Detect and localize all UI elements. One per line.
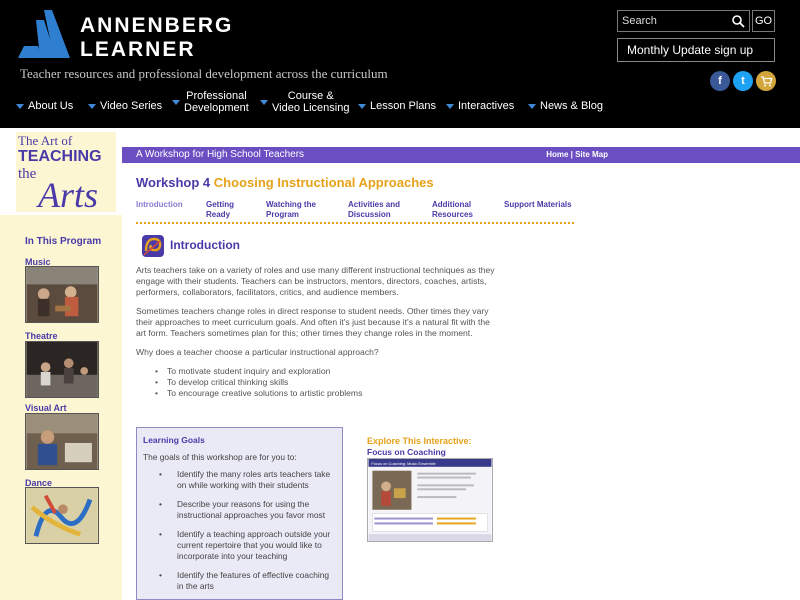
nav-video-series[interactable]	[88, 100, 162, 112]
search-go-button[interactable]: GO	[752, 10, 775, 32]
introduction-heading: Introduction	[170, 238, 240, 252]
chevron-down-icon	[260, 100, 268, 105]
intro-question: Why does a teacher choose a particular instructional approach?	[136, 347, 379, 357]
search-box	[617, 10, 750, 32]
home-sitemap-links[interactable]: Home | Site Map	[546, 150, 608, 159]
list-item: • Identify the features of effective coaching in the arts	[157, 570, 337, 592]
sidebar-item-music[interactable]: Music	[25, 257, 51, 267]
chevron-down-icon	[446, 104, 454, 109]
chevron-down-icon	[16, 104, 24, 109]
intro-paragraph-1: Arts teachers take on a variety of roles and use many different instructional techniques as they engage with their students. Teachers can be instructors, mentors, directors, coaches, artists, performers, collaborators, facilitators, critics, and audience members.	[136, 265, 495, 297]
logo-line1: The Art of	[18, 133, 73, 148]
tab-watching-the-program[interactable]: Watching the Program	[266, 200, 316, 219]
main-nav	[16, 88, 616, 124]
nav-label: Lesson Plans	[370, 100, 437, 112]
dance-thumbnail[interactable]	[25, 487, 99, 544]
program-sidebar	[0, 215, 122, 600]
annenberg-logo-icon[interactable]	[18, 10, 70, 58]
workshop-banner	[122, 147, 800, 163]
nav-news-blog[interactable]	[528, 100, 603, 112]
cart-icon[interactable]	[756, 71, 776, 91]
nav-interactives[interactable]	[446, 100, 514, 112]
tab-introduction[interactable]: Introduction	[136, 200, 183, 209]
nav-course-video-licensing[interactable]	[260, 90, 349, 114]
learning-goals-heading: Learning Goals	[143, 435, 205, 445]
learning-goals-box	[136, 427, 343, 600]
visual-art-thumbnail[interactable]	[25, 413, 99, 470]
facebook-icon[interactable]: f	[710, 71, 730, 91]
chevron-down-icon	[358, 104, 366, 109]
list-item: • To develop critical thinking skills	[155, 377, 495, 388]
swirl-icon	[140, 233, 166, 259]
sidebar-heading: In This Program	[25, 236, 102, 247]
nav-label: Course & Video Licensing	[272, 90, 350, 114]
banner-subtitle: A Workshop for High School Teachers	[136, 149, 305, 160]
chevron-down-icon	[528, 104, 536, 109]
focus-on-coaching-thumbnail[interactable]	[367, 458, 493, 542]
nav-label: Professional Development	[184, 90, 249, 114]
twitter-icon[interactable]: t	[733, 71, 753, 91]
sidebar-item-theatre[interactable]: Theatre	[25, 331, 58, 341]
nav-professional-development[interactable]	[172, 90, 249, 114]
tab-getting-ready[interactable]: Getting Ready	[206, 200, 234, 219]
nav-label: Video Series	[100, 100, 163, 112]
sidebar-item-dance[interactable]: Dance	[25, 478, 53, 488]
list-item: • Describe your reasons for using the instructional approaches you favor most	[157, 499, 337, 521]
monthly-update-signup-button[interactable]: Monthly Update sign up	[617, 38, 775, 62]
thumb-title: Focus on Coaching: Music Ensemble	[371, 460, 436, 466]
art-of-teaching-the-arts-logo[interactable]	[16, 132, 116, 212]
chevron-down-icon	[88, 104, 96, 109]
nav-label: News & Blog	[540, 100, 603, 112]
learning-goals-list	[157, 469, 337, 600]
learning-goals-intro: The goals of this workshop are for you to:	[143, 452, 297, 462]
logo-line2: TEACHING	[18, 148, 102, 165]
workshop-number: Workshop 4	[136, 175, 211, 190]
workshop-title	[136, 175, 434, 190]
explore-interactive-heading: Explore This Interactive:	[367, 436, 472, 446]
workshop-name: Choosing Instructional Approaches	[213, 175, 434, 190]
logo-line3: the	[18, 166, 37, 182]
explore-interactive-title[interactable]: Focus on Coaching	[367, 447, 446, 457]
tabs-divider	[136, 222, 574, 224]
theatre-thumbnail[interactable]	[25, 341, 99, 398]
workshop-tabs	[136, 200, 576, 222]
nav-lesson-plans[interactable]	[358, 100, 436, 112]
nav-about-us[interactable]	[16, 100, 73, 112]
logo-line4: Arts	[38, 175, 99, 212]
tab-activities-and-discussion[interactable]: Activities and Discussion	[348, 200, 401, 219]
tab-support-materials[interactable]: Support Materials	[504, 200, 572, 209]
logo-text-line1[interactable]: ANNENBERG	[80, 14, 234, 37]
music-thumbnail[interactable]	[25, 266, 99, 323]
site-tagline: Teacher resources and professional development across the curriculum	[20, 66, 388, 81]
intro-paragraph-2: Sometimes teachers change roles in direct response to student needs. Other times they vary their approaches to meet curriculum goals. And often it's just because it's a natural fit with the art form. Teachers sometimes plan for this; other times they change roles in the moment.	[136, 306, 490, 338]
list-item: • To encourage creative solutions to artistic problems	[155, 388, 495, 399]
site-header	[0, 0, 800, 128]
logo-text-line2[interactable]: LEARNER	[80, 38, 196, 61]
nav-label: Interactives	[458, 100, 515, 112]
sidebar-item-visual-art[interactable]: Visual Art	[25, 403, 67, 413]
nav-label: About Us	[28, 100, 74, 112]
reasons-list	[155, 366, 495, 399]
list-item: • Identify the many roles arts teachers take on while working with their students	[157, 469, 337, 491]
cart-glyph-icon	[756, 71, 776, 91]
tab-additional-resources[interactable]: Additional Resources	[432, 200, 473, 219]
search-icon[interactable]	[731, 14, 745, 28]
search-input[interactable]	[622, 13, 730, 29]
chevron-down-icon	[172, 100, 180, 105]
list-item: • Identify a teaching approach outside your current repertoire that you would like to incorporate into your teaching	[157, 529, 337, 562]
list-item: • To motivate student inquiry and exploration	[155, 366, 495, 377]
